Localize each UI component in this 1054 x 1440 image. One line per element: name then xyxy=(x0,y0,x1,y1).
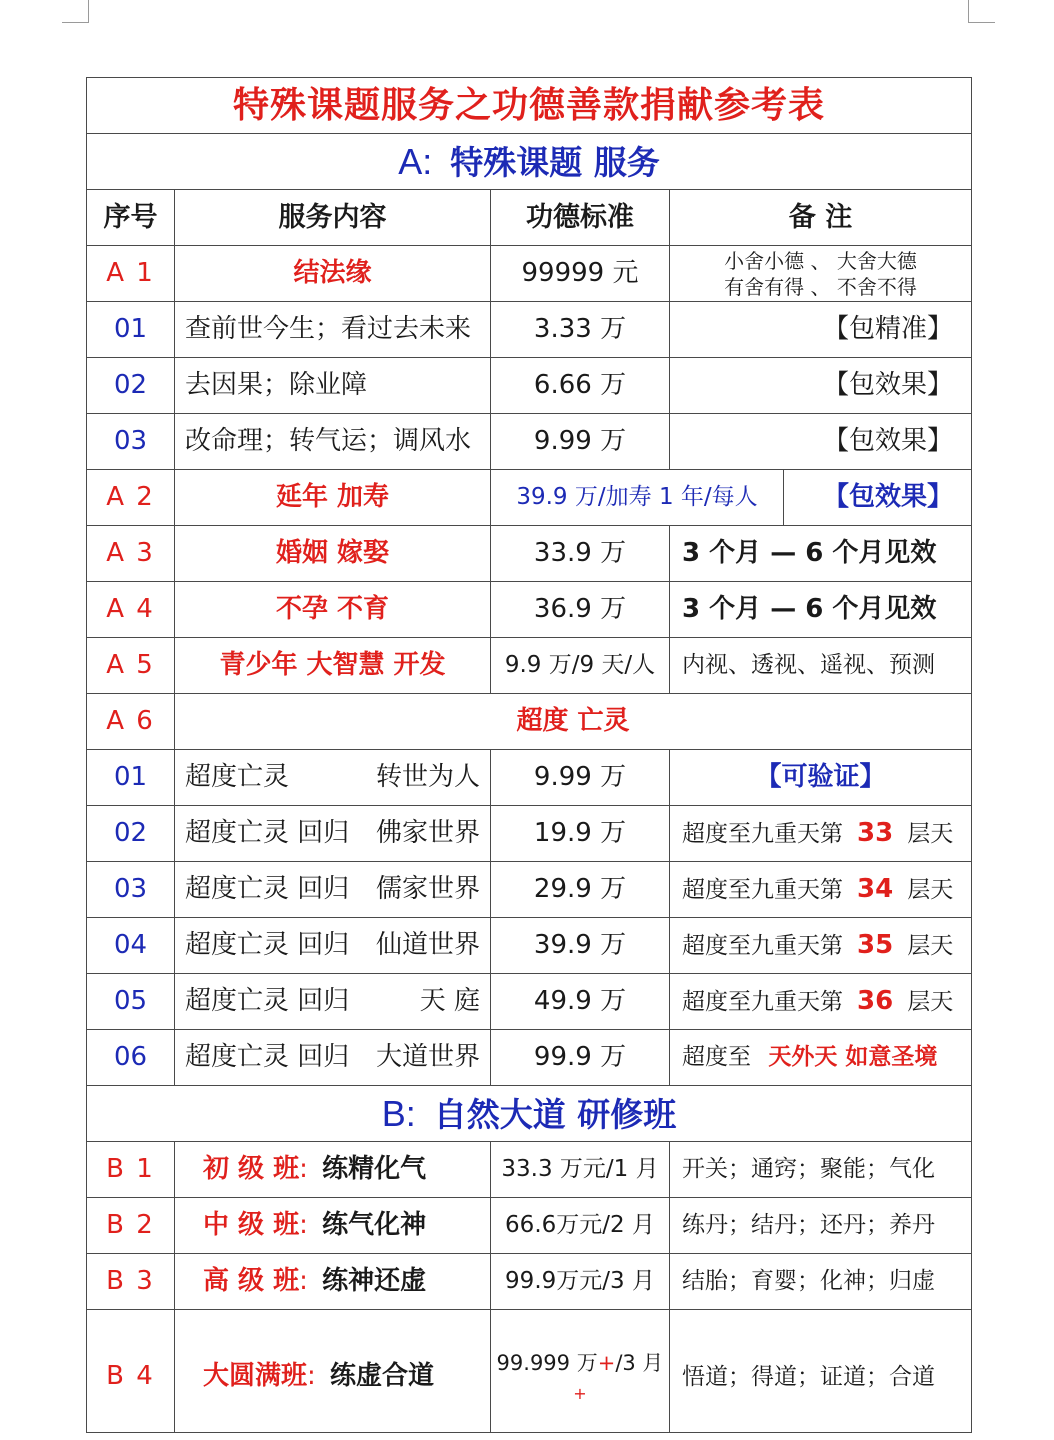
table-row xyxy=(87,750,972,806)
content-part-a: 超度亡灵 回归 xyxy=(185,929,350,960)
row-content xyxy=(175,1142,491,1198)
row-code: A 5 xyxy=(87,638,175,694)
row-note: 【包效果】 xyxy=(670,358,972,414)
note-prefix: 超度至九重天第 xyxy=(682,876,843,903)
table-row-a3 xyxy=(87,526,972,582)
header-row xyxy=(87,190,972,246)
row-price: 99999 元 xyxy=(491,246,670,302)
class-practice: 练精化气 xyxy=(322,1153,427,1184)
class-practice: 练虚合道 xyxy=(330,1361,435,1392)
note-suffix: 层天 xyxy=(907,876,954,903)
row-price: 99.9 万 xyxy=(491,1030,670,1086)
price-amount: 99.999 万 xyxy=(496,1350,598,1375)
row-content xyxy=(175,918,491,974)
row-code: A 3 xyxy=(87,526,175,582)
table-row xyxy=(87,806,972,862)
row-no: 06 xyxy=(87,1030,175,1086)
content-part-b: 大道世界 xyxy=(375,1041,480,1072)
row-price: 9.9 万/9 天/人 xyxy=(491,638,670,694)
table-row xyxy=(87,358,972,414)
row-no: 02 xyxy=(87,806,175,862)
row-content xyxy=(175,750,491,806)
row-code: A 2 xyxy=(87,470,175,526)
section-a-row xyxy=(87,134,972,190)
row-code: A 1 xyxy=(87,246,175,302)
row-content: 婚姻 嫁娶 xyxy=(175,526,491,582)
table-row-a5 xyxy=(87,638,972,694)
row-note: 结胎；育婴；化神；归虚 xyxy=(670,1254,972,1310)
row-content: 去因果；除业障 xyxy=(175,358,491,414)
class-separator: : xyxy=(307,1361,316,1392)
note-layer-number: 33 xyxy=(857,817,894,848)
price-plus: + xyxy=(597,1350,616,1375)
row-content xyxy=(175,1198,491,1254)
donation-reference-table xyxy=(86,77,972,1433)
row-no: 03 xyxy=(87,414,175,470)
row-price: 9.99 万 xyxy=(491,414,670,470)
row-price: 3.33 万 xyxy=(491,302,670,358)
content-part-a: 超度亡灵 回归 xyxy=(185,985,350,1016)
note-line-2: 有舍有得 、 不舍不得 xyxy=(724,274,917,299)
row-no: 05 xyxy=(87,974,175,1030)
row-price: 29.9 万 xyxy=(491,862,670,918)
content-part-b: 仙道世界 xyxy=(375,929,480,960)
table-row-b2 xyxy=(87,1198,972,1254)
table-row-a6 xyxy=(87,694,972,750)
section-b-text: 自然大道 研修班 xyxy=(433,1094,677,1134)
note-suffix: 层天 xyxy=(907,820,954,847)
table-row xyxy=(87,302,972,358)
row-no: 01 xyxy=(87,302,175,358)
content-part-a: 超度亡灵 回归 xyxy=(185,873,350,904)
row-note: 悟道；得道；证道；合道 xyxy=(670,1310,972,1433)
row-content: 不孕 不育 xyxy=(175,582,491,638)
section-a-heading xyxy=(87,134,972,190)
row-note: 练丹；结丹；还丹；养丹 xyxy=(670,1198,972,1254)
header-note: 备 注 xyxy=(670,190,972,246)
row-content: 结法缘 xyxy=(175,246,491,302)
note-layer-number: 35 xyxy=(857,929,894,960)
table-row-a1 xyxy=(87,246,972,302)
row-code: B 3 xyxy=(87,1254,175,1310)
row-content: 超度 亡灵 xyxy=(175,694,972,750)
note-prefix: 超度至九重天第 xyxy=(682,932,843,959)
row-price: 33.3 万元/1 月 xyxy=(491,1142,670,1198)
table-row xyxy=(87,1030,972,1086)
table-row-a2 xyxy=(87,470,972,526)
note-prefix: 超度至 xyxy=(682,1044,751,1071)
row-price: 49.9 万 xyxy=(491,974,670,1030)
row-price: 9.99 万 xyxy=(491,750,670,806)
row-note xyxy=(670,246,972,302)
header-content: 服务内容 xyxy=(175,190,491,246)
class-separator: : xyxy=(299,1209,308,1240)
row-note: 开关；通窍；聚能；气化 xyxy=(670,1142,972,1198)
row-note xyxy=(670,806,972,862)
row-content xyxy=(175,974,491,1030)
note-prefix: 超度至九重天第 xyxy=(682,988,843,1015)
table-row xyxy=(87,862,972,918)
note-line-1: 小舍小德 、 大舍大德 xyxy=(724,248,917,273)
row-price: 33.9 万 xyxy=(491,526,670,582)
table-row-b3 xyxy=(87,1254,972,1310)
content-part-a: 超度亡灵 xyxy=(185,761,290,792)
row-content xyxy=(175,1310,491,1433)
section-a-letter: A: xyxy=(398,140,433,182)
table-row xyxy=(87,974,972,1030)
row-price: 39.9 万 xyxy=(491,918,670,974)
row-price: 6.66 万 xyxy=(491,358,670,414)
row-note: 【包效果】 xyxy=(823,481,954,512)
row-code: B 4 xyxy=(87,1310,175,1433)
class-level: 中 级 班 xyxy=(203,1209,300,1240)
table-row xyxy=(87,414,972,470)
row-content: 查前世今生；看过去未来 xyxy=(175,302,491,358)
section-b-row xyxy=(87,1086,972,1142)
row-price-note xyxy=(491,470,972,526)
row-note: 【可验证】 xyxy=(670,750,972,806)
note-layer-number: 36 xyxy=(857,985,894,1016)
content-part-b: 佛家世界 xyxy=(375,817,480,848)
row-note: 3 个月 — 6 个月见效 xyxy=(670,526,972,582)
note-layer-number: 34 xyxy=(857,873,894,904)
row-content xyxy=(175,1030,491,1086)
table-row-b4 xyxy=(87,1310,972,1433)
row-no: 04 xyxy=(87,918,175,974)
content-part-a: 超度亡灵 回归 xyxy=(185,1041,350,1072)
class-level: 初 级 班 xyxy=(203,1153,300,1184)
table-row-a4 xyxy=(87,582,972,638)
note-suffix: 层天 xyxy=(907,932,954,959)
note-suffix: 层天 xyxy=(907,988,954,1015)
row-note xyxy=(670,918,972,974)
note-prefix: 超度至九重天第 xyxy=(682,820,843,847)
row-content: 改命理；转气运；调风水 xyxy=(175,414,491,470)
page-corner-mark-left xyxy=(62,0,89,23)
class-separator: : xyxy=(299,1265,308,1296)
content-part-b: 儒家世界 xyxy=(375,873,480,904)
row-content: 青少年 大智慧 开发 xyxy=(175,638,491,694)
table-title: 特殊课题服务之功德善款捐献参考表 xyxy=(87,78,972,134)
row-code: B 1 xyxy=(87,1142,175,1198)
row-price xyxy=(491,1310,670,1433)
row-no: 03 xyxy=(87,862,175,918)
row-content xyxy=(175,862,491,918)
section-b-heading xyxy=(87,1086,972,1142)
row-price: 19.9 万 xyxy=(491,806,670,862)
content-part-a: 超度亡灵 回归 xyxy=(185,817,350,848)
header-standard: 功德标准 xyxy=(491,190,670,246)
row-code: A 4 xyxy=(87,582,175,638)
section-a-text: 特殊课题 服务 xyxy=(450,142,660,182)
header-no: 序号 xyxy=(87,190,175,246)
note-highlight: 天外天 如意圣境 xyxy=(768,1044,938,1071)
table-row-b1 xyxy=(87,1142,972,1198)
row-no: 01 xyxy=(87,750,175,806)
row-content xyxy=(175,1254,491,1310)
class-level: 高 级 班 xyxy=(203,1265,300,1296)
content-part-b: 天 庭 xyxy=(419,985,480,1016)
row-note: 【包精准】 xyxy=(670,302,972,358)
row-content: 延年 加寿 xyxy=(175,470,491,526)
row-code: B 2 xyxy=(87,1198,175,1254)
row-price: 36.9 万 xyxy=(491,582,670,638)
row-note: 【包效果】 xyxy=(670,414,972,470)
class-practice: 练气化神 xyxy=(322,1209,427,1240)
row-price: 99.9万元/3 月 xyxy=(491,1254,670,1310)
class-practice: 练神还虚 xyxy=(322,1265,427,1296)
class-level: 大圆满班 xyxy=(203,1361,308,1392)
price-period: /3 月 xyxy=(615,1350,664,1375)
section-b-letter: B: xyxy=(381,1092,416,1134)
row-price: 66.6万元/2 月 xyxy=(491,1198,670,1254)
content-part-b: 转世为人 xyxy=(375,761,480,792)
row-content xyxy=(175,806,491,862)
row-no: 02 xyxy=(87,358,175,414)
page-corner-mark-right xyxy=(968,0,995,23)
row-note xyxy=(670,862,972,918)
row-note xyxy=(670,974,972,1030)
row-note xyxy=(670,1030,972,1086)
class-separator: : xyxy=(299,1153,308,1184)
table-row xyxy=(87,918,972,974)
row-note: 内视、透视、遥视、预测 xyxy=(670,638,972,694)
title-row xyxy=(87,78,972,134)
row-note: 3 个月 — 6 个月见效 xyxy=(670,582,972,638)
row-code: A 6 xyxy=(87,694,175,750)
price-plus-mark: + xyxy=(573,1383,587,1403)
row-price: 39.9 万/加寿 1 年/每人 xyxy=(491,470,784,525)
